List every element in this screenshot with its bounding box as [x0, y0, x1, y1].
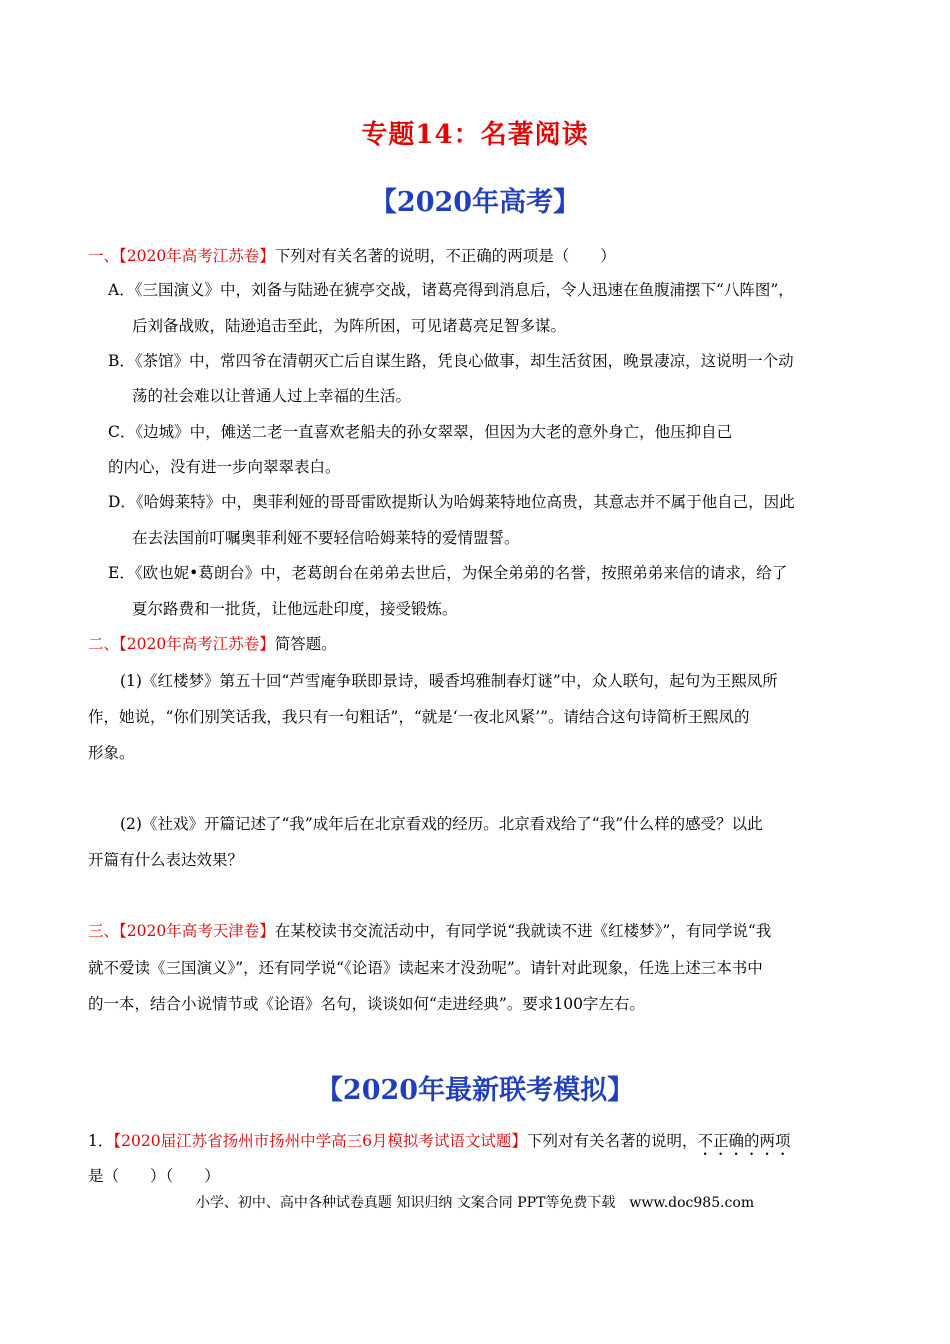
question-number: 三、	[88, 922, 120, 940]
option-b-line-1: B．《茶馆》中，常四爷在清朝灭亡后自谋生路，凭良心做事，却生活贫困，晚景凄凉，这说明一个动	[108, 352, 794, 370]
option-b-line-2: 荡的社会难以让普通人过上幸福的生活。	[132, 387, 412, 405]
page-footer: 小学、初中、高中各种试卷真题 知识归纳 文案合同 PPT等免费下载 www.doc985.com	[195, 1195, 755, 1211]
question-number: 1．	[88, 1132, 114, 1150]
subquestion-2-line-1: (2)《社戏》开篇记述了“我”成年后在北京看戏的经历。北京看戏给了“我”什么样的感受？以此	[120, 815, 763, 833]
option-c-line-2: 的内心，没有进一步向翠翠表白。	[108, 458, 341, 476]
question-text: 简答题。	[274, 635, 337, 653]
mock-question-1-line-1	[88, 1131, 790, 1159]
question-2-stem	[88, 634, 337, 654]
page-title: 专题14：名著阅读	[361, 120, 589, 150]
question-number: 一、	[88, 247, 120, 265]
subquestion-2-line-2: 开篇有什么表达效果？	[88, 851, 244, 869]
question-3-line-1	[88, 921, 771, 941]
subquestion-1-line-1: (1)《红楼梦》第五十回“芦雪庵争联即景诗，暖香坞雅制春灯谜”中，众人联句，起句为王熙凤所	[120, 672, 778, 690]
question-source: 【2020年高考江苏卷】	[119, 635, 275, 653]
option-e-line-1: E．《欧也妮•葛朗台》中，老葛朗台在弟弟去世后，为保全弟弟的名誉，按照弟弟来信的请求，给了	[108, 564, 788, 582]
question-text: 下列对有关名著的说明，	[526, 1132, 698, 1150]
mock-question-1-line-2: 是（ ）（ ）	[88, 1167, 220, 1185]
question-source: 【2020年高考江苏卷】	[119, 247, 275, 265]
subquestion-1-line-2: 作，她说，“你们别笑话我，我只有一句粗话”，“就是‘一夜北风紧’”。请结合这句诗简析王熙凤的	[88, 708, 750, 726]
option-d-line-2: 在去法国前叮嘱奥菲利娅不要轻信哈姆莱特的爱情盟誓。	[132, 529, 520, 547]
question-3-line-3: 的一本，结合小说情节或《论语》名句，谈谈如何“走进经典”。要求100字左右。	[88, 995, 645, 1013]
question-text: 下列对有关名著的说明，不正确的两项是（ ）	[274, 247, 616, 265]
option-a-line-1: A．《三国演义》中，刘备与陆逊在猇亭交战，诸葛亮得到消息后，令人迅速在鱼腹浦摆下“八阵图”，	[108, 281, 794, 299]
question-source: 【2020届江苏省扬州市扬州中学高三6月模拟考试语文试题】	[113, 1132, 527, 1150]
option-e-line-2: 夏尔路费和一批货，让他远赴印度，接受锻炼。	[132, 600, 458, 618]
option-a-line-2: 后刘备战败，陆逊追击至此，为阵所困，可见诸葛亮足智多谋。	[132, 317, 567, 335]
section-heading-gaokao: 【2020年高考】	[369, 187, 581, 218]
question-number: 二、	[88, 635, 120, 653]
question-source: 【2020年高考天津卷】	[119, 922, 275, 940]
question-1-stem	[88, 246, 616, 266]
emphasized-text: 不正确的两项	[697, 1132, 791, 1150]
question-3-line-2: 就不爱读《三国演义》”，还有同学说“《论语》读起来才没劲呢”。请针对此现象，任选上述三本书中	[88, 959, 763, 977]
section-heading-mock: 【2020年最新联考模拟】	[315, 1075, 635, 1106]
option-d-line-1: D．《哈姆莱特》中，奥菲利娅的哥哥雷欧提斯认为哈姆莱特地位高贵，其意志并不属于他自己，因此	[108, 493, 795, 511]
option-c-line-1: C．《边城》中，傩送二老一直喜欢老船夫的孙女翠翠，但因为大老的意外身亡，他压抑自己	[108, 423, 733, 441]
question-text: 在某校读书交流活动中，有同学说“我就读不进《红楼梦》”，有同学说“我	[274, 922, 772, 940]
subquestion-1-line-3: 形象。	[88, 744, 135, 762]
